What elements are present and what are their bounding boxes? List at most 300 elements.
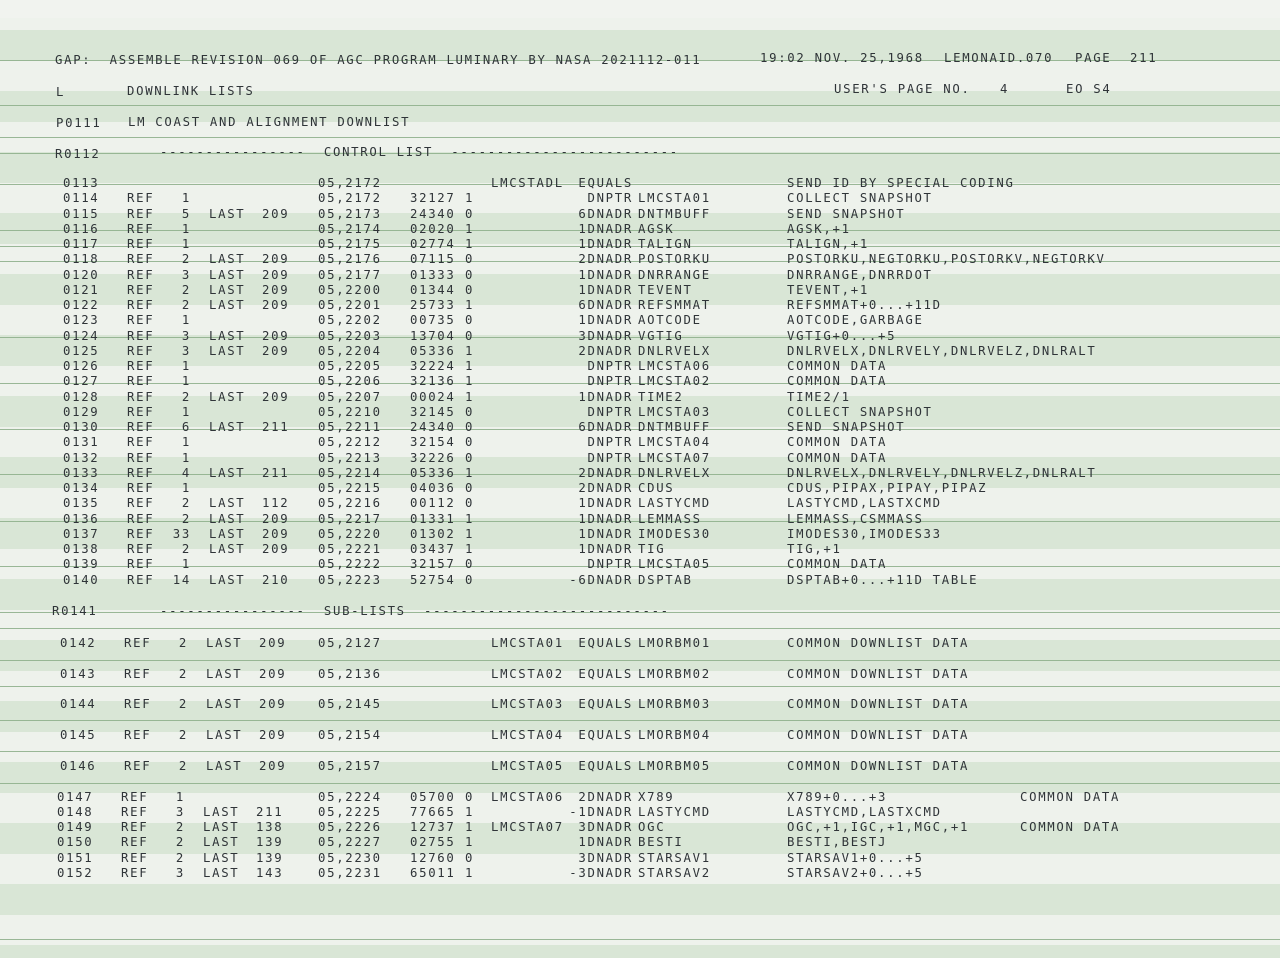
ref-keyword: REF bbox=[127, 359, 155, 373]
address: 05,2127 bbox=[318, 636, 382, 650]
listing-row bbox=[0, 237, 1280, 252]
opcode: 1DNADR bbox=[578, 496, 633, 511]
comment: LEMMASS,CSMMASS bbox=[787, 511, 924, 526]
line-number: 0120 bbox=[63, 267, 100, 282]
header-page-number: 211 bbox=[1130, 51, 1158, 65]
line-number: 0128 bbox=[63, 389, 100, 404]
address: 05,2214 bbox=[318, 465, 382, 480]
last-page: 209 bbox=[259, 667, 287, 681]
address: 05,2176 bbox=[318, 252, 382, 267]
listing-row bbox=[0, 420, 1280, 435]
address: 05,2210 bbox=[318, 404, 382, 419]
p0111-line-number: P0111 bbox=[56, 116, 102, 130]
symbol-label: LMCSTA05 bbox=[491, 759, 564, 773]
operand: DNTMBUFF bbox=[638, 206, 711, 221]
ref-count: 4 bbox=[181, 465, 191, 480]
symbol-label: LMCSTA02 bbox=[491, 667, 564, 681]
ref-count: 3 bbox=[181, 328, 191, 343]
ref-keyword: REF bbox=[124, 636, 152, 650]
ref-keyword: REF bbox=[127, 496, 155, 511]
ref-count: 2 bbox=[178, 636, 188, 650]
flag-bit: 1 bbox=[465, 237, 475, 251]
operand: CDUS bbox=[638, 481, 675, 495]
listing-row bbox=[0, 790, 1280, 805]
ref-count: 1 bbox=[181, 359, 191, 373]
ref-count: 1 bbox=[181, 404, 191, 419]
flag-bit: 0 bbox=[465, 496, 475, 511]
octal-word: 03437 bbox=[410, 542, 456, 556]
address: 05,2204 bbox=[318, 343, 382, 358]
listing-row bbox=[0, 667, 1280, 682]
ref-count: 14 bbox=[172, 572, 191, 587]
octal-word: 00735 bbox=[410, 313, 456, 328]
comment: SEND SNAPSHOT bbox=[787, 420, 906, 434]
line-number: 0126 bbox=[63, 359, 100, 373]
flag-bit: 1 bbox=[465, 465, 475, 480]
ref-count: 3 bbox=[175, 866, 185, 880]
address: 05,2211 bbox=[318, 420, 382, 434]
operand: LMCSTA02 bbox=[638, 374, 711, 389]
octal-word: 77665 bbox=[410, 805, 456, 819]
octal-word: 25733 bbox=[410, 298, 456, 312]
ref-keyword: REF bbox=[124, 697, 152, 711]
octal-word: 32157 bbox=[410, 557, 456, 572]
comment: TIG,+1 bbox=[787, 542, 842, 556]
listing-row bbox=[0, 191, 1280, 206]
last-keyword: LAST bbox=[209, 298, 246, 312]
comment: COMMON DATA bbox=[787, 374, 888, 389]
address: 05,2173 bbox=[318, 206, 382, 221]
line-number: 0114 bbox=[63, 191, 100, 206]
ref-keyword: REF bbox=[124, 759, 152, 773]
ref-keyword: REF bbox=[127, 526, 155, 541]
last-page: 209 bbox=[262, 343, 290, 358]
listing-row bbox=[0, 759, 1280, 774]
comment: X789+0...+3 bbox=[787, 790, 888, 804]
ref-keyword: REF bbox=[127, 420, 155, 434]
opcode: 6DNADR bbox=[578, 298, 633, 312]
listing-row bbox=[0, 466, 1280, 481]
ref-keyword: REF bbox=[127, 404, 155, 419]
rule-line bbox=[0, 628, 1280, 629]
last-keyword: LAST bbox=[203, 851, 240, 865]
last-page: 143 bbox=[256, 866, 284, 880]
flag-bit: 1 bbox=[465, 343, 475, 358]
listing-row bbox=[0, 252, 1280, 267]
last-page: 209 bbox=[262, 252, 290, 267]
opcode: DNPTR bbox=[587, 404, 633, 419]
flag-bit: 1 bbox=[465, 359, 475, 373]
rule-line bbox=[0, 686, 1280, 687]
address: 05,2220 bbox=[318, 526, 382, 541]
opcode: 6DNADR bbox=[578, 206, 633, 221]
ref-count: 2 bbox=[181, 282, 191, 297]
octal-word: 32154 bbox=[410, 435, 456, 450]
octal-word: 01302 bbox=[410, 526, 456, 541]
address: 05,2157 bbox=[318, 759, 382, 773]
comment: DNRRANGE,DNRRDOT bbox=[787, 267, 933, 282]
last-page: 209 bbox=[259, 697, 287, 711]
ref-keyword: REF bbox=[121, 805, 149, 819]
listing-row bbox=[0, 481, 1280, 496]
listing-row bbox=[0, 866, 1280, 881]
operand: LMORBM05 bbox=[638, 759, 711, 773]
listing-row bbox=[0, 496, 1280, 511]
listing-row bbox=[0, 820, 1280, 835]
line-number: 0148 bbox=[57, 805, 94, 819]
operand: AOTCODE bbox=[638, 313, 702, 328]
comment: COMMON DATA bbox=[787, 557, 888, 572]
flag-bit: 1 bbox=[465, 298, 475, 312]
last-page: 138 bbox=[256, 820, 284, 834]
last-keyword: LAST bbox=[209, 343, 246, 358]
header-file: LEMONAID.070 bbox=[944, 51, 1054, 65]
opcode: 1DNADR bbox=[578, 511, 633, 526]
r0112-line-number: R0112 bbox=[55, 147, 101, 161]
ref-count: 2 bbox=[181, 252, 191, 267]
ref-keyword: REF bbox=[127, 221, 155, 236]
flag-bit: 0 bbox=[465, 206, 475, 221]
line-number: 0140 bbox=[63, 572, 100, 587]
operand: LEMMASS bbox=[638, 511, 702, 526]
octal-word: 02755 bbox=[410, 835, 456, 849]
operand: LMCSTA06 bbox=[638, 359, 711, 373]
opcode: 1DNADR bbox=[578, 221, 633, 236]
listing-row bbox=[0, 697, 1280, 712]
line-number: 0115 bbox=[63, 206, 100, 221]
line-number: 0142 bbox=[60, 636, 97, 650]
operand: REFSMMAT bbox=[638, 298, 711, 312]
address: 05,2221 bbox=[318, 542, 382, 556]
symbol-label: LMCSTA06 bbox=[491, 790, 564, 804]
address: 05,2227 bbox=[318, 835, 382, 849]
last-page: 112 bbox=[262, 496, 290, 511]
octal-word: 00024 bbox=[410, 389, 456, 404]
opcode: EQUALS bbox=[578, 728, 633, 742]
last-keyword: LAST bbox=[209, 572, 246, 587]
last-keyword: LAST bbox=[206, 697, 243, 711]
octal-word: 12760 bbox=[410, 851, 456, 865]
opcode: DNPTR bbox=[587, 374, 633, 389]
last-page: 211 bbox=[262, 465, 290, 480]
opcode: 1DNADR bbox=[578, 389, 633, 404]
ref-count: 3 bbox=[175, 805, 185, 819]
address: 05,2230 bbox=[318, 851, 382, 865]
last-page: 209 bbox=[262, 267, 290, 282]
ref-keyword: REF bbox=[127, 374, 155, 389]
line-number: 0150 bbox=[57, 835, 94, 849]
line-number: 0134 bbox=[63, 481, 100, 495]
ref-count: 1 bbox=[175, 790, 185, 804]
operand: TIG bbox=[638, 542, 666, 556]
ref-keyword: REF bbox=[127, 328, 155, 343]
octal-word: 24340 bbox=[410, 420, 456, 434]
opcode: DNPTR bbox=[587, 191, 633, 206]
ref-count: 1 bbox=[181, 191, 191, 206]
opcode: 1DNADR bbox=[578, 313, 633, 328]
comment: IMODES30,IMODES33 bbox=[787, 526, 942, 541]
flag-bit: 1 bbox=[465, 805, 475, 819]
octal-word: 05336 bbox=[410, 465, 456, 480]
address: 05,2201 bbox=[318, 298, 382, 312]
ref-count: 5 bbox=[181, 206, 191, 221]
symbol-label: LMCSTA03 bbox=[491, 697, 564, 711]
comment: COMMON DOWNLIST DATA bbox=[787, 759, 970, 773]
operand: STARSAV1 bbox=[638, 851, 711, 865]
last-keyword: LAST bbox=[209, 267, 246, 282]
ref-keyword: REF bbox=[127, 389, 155, 404]
comment: DNLRVELX,DNLRVELY,DNLRVELZ,DNLRALT bbox=[787, 465, 1097, 480]
listing-row bbox=[0, 435, 1280, 450]
flag-bit: 0 bbox=[465, 420, 475, 434]
listing-row bbox=[0, 805, 1280, 820]
last-keyword: LAST bbox=[206, 636, 243, 650]
ref-keyword: REF bbox=[127, 252, 155, 267]
address: 05,2203 bbox=[318, 328, 382, 343]
rule-line bbox=[0, 783, 1280, 784]
address: 05,2224 bbox=[318, 790, 382, 804]
operand: LMCSTA03 bbox=[638, 404, 711, 419]
address: 05,2172 bbox=[318, 191, 382, 206]
operand: DNTMBUFF bbox=[638, 420, 711, 434]
ref-count: 3 bbox=[181, 343, 191, 358]
last-page: 209 bbox=[259, 759, 287, 773]
ref-keyword: REF bbox=[127, 557, 155, 572]
address: 05,2213 bbox=[318, 450, 382, 465]
flag-bit: 0 bbox=[465, 557, 475, 572]
octal-word: 32224 bbox=[410, 359, 456, 373]
comment: DNLRVELX,DNLRVELY,DNLRVELZ,DNLRALT bbox=[787, 343, 1097, 358]
ref-count: 2 bbox=[181, 511, 191, 526]
flag-bit: 0 bbox=[465, 851, 475, 865]
listing-row bbox=[0, 542, 1280, 557]
opcode: 1DNADR bbox=[578, 282, 633, 297]
ref-count: 2 bbox=[178, 697, 188, 711]
ref-keyword: REF bbox=[127, 206, 155, 221]
comment: LASTYCMD,LASTXCMD bbox=[787, 805, 942, 819]
operand: LMCSTA07 bbox=[638, 450, 711, 465]
listing-row bbox=[0, 728, 1280, 743]
address: 05,2136 bbox=[318, 667, 382, 681]
line-number: 0129 bbox=[63, 404, 100, 419]
listing-row bbox=[0, 835, 1280, 850]
flag-bit: 0 bbox=[465, 313, 475, 328]
line-number: 0143 bbox=[60, 667, 97, 681]
last-keyword: LAST bbox=[209, 389, 246, 404]
line-number: 0138 bbox=[63, 542, 100, 556]
ref-keyword: REF bbox=[124, 667, 152, 681]
address: 05,2154 bbox=[318, 728, 382, 742]
opcode: -3DNADR bbox=[569, 866, 633, 880]
last-page: 210 bbox=[262, 572, 290, 587]
opcode: DNPTR bbox=[587, 557, 633, 572]
comment: REFSMMAT+0...+11D bbox=[787, 298, 942, 312]
operand: AGSK bbox=[638, 221, 675, 236]
listing-row bbox=[0, 222, 1280, 237]
last-page: 209 bbox=[262, 389, 290, 404]
line-number: 0125 bbox=[63, 343, 100, 358]
opcode: 1DNADR bbox=[578, 237, 633, 251]
octal-word: 01333 bbox=[410, 267, 456, 282]
control-list-heading: ---------------- CONTROL LIST ------------------------- bbox=[160, 145, 679, 159]
rule-line bbox=[0, 660, 1280, 661]
line-number: 0133 bbox=[63, 465, 100, 480]
last-page: 209 bbox=[262, 526, 290, 541]
symbol-label: LMCSTA07 bbox=[491, 820, 564, 834]
line-number: 0124 bbox=[63, 328, 100, 343]
symbol-label: LMCSTA04 bbox=[491, 728, 564, 742]
operand: LMCSTA01 bbox=[638, 191, 711, 206]
address: 05,2231 bbox=[318, 866, 382, 880]
listing-row bbox=[0, 573, 1280, 588]
flag-bit: 1 bbox=[465, 866, 475, 880]
listing-row bbox=[0, 359, 1280, 374]
ref-count: 1 bbox=[181, 374, 191, 389]
octal-word: 02774 bbox=[410, 237, 456, 251]
last-page: 209 bbox=[262, 542, 290, 556]
line-number: 0132 bbox=[63, 450, 100, 465]
opcode: 2DNADR bbox=[578, 252, 633, 267]
octal-word: 04036 bbox=[410, 481, 456, 495]
octal-word: 01344 bbox=[410, 282, 456, 297]
flag-bit: 0 bbox=[465, 252, 475, 267]
section-code: L bbox=[56, 85, 66, 99]
opcode: 1DNADR bbox=[578, 835, 633, 849]
ref-keyword: REF bbox=[127, 511, 155, 526]
opcode: 2DNADR bbox=[578, 343, 633, 358]
ref-count: 1 bbox=[181, 481, 191, 495]
listing-row bbox=[0, 344, 1280, 359]
comment: COMMON DOWNLIST DATA bbox=[787, 728, 970, 742]
flag-bit: 0 bbox=[465, 267, 475, 282]
rule-line bbox=[0, 720, 1280, 721]
octal-word: 65011 bbox=[410, 866, 456, 880]
rule-line bbox=[0, 939, 1280, 940]
last-keyword: LAST bbox=[209, 328, 246, 343]
operand: BESTI bbox=[638, 835, 684, 849]
last-keyword: LAST bbox=[209, 252, 246, 267]
ref-count: 6 bbox=[181, 420, 191, 434]
last-keyword: LAST bbox=[206, 728, 243, 742]
last-page: 209 bbox=[262, 206, 290, 221]
line-number: 0147 bbox=[57, 790, 94, 804]
octal-word: 05336 bbox=[410, 343, 456, 358]
last-page: 209 bbox=[259, 636, 287, 650]
users-page-number: 4 bbox=[1000, 82, 1010, 96]
operand: POSTORKU bbox=[638, 252, 711, 267]
operand: LASTYCMD bbox=[638, 805, 711, 819]
address: 05,2172 bbox=[318, 176, 382, 190]
listing-row bbox=[0, 451, 1280, 466]
opcode: 1DNADR bbox=[578, 526, 633, 541]
address: 05,2207 bbox=[318, 389, 382, 404]
flag-bit: 0 bbox=[465, 790, 475, 804]
opcode: DNPTR bbox=[587, 359, 633, 373]
octal-word: 02020 bbox=[410, 221, 456, 236]
line-number: 0136 bbox=[63, 511, 100, 526]
comment: CDUS,PIPAX,PIPAY,PIPAZ bbox=[787, 481, 988, 495]
last-page: 209 bbox=[262, 298, 290, 312]
address: 05,2223 bbox=[318, 572, 382, 587]
flag-bit: 0 bbox=[465, 435, 475, 450]
ref-count: 1 bbox=[181, 237, 191, 251]
operand: DNLRVELX bbox=[638, 465, 711, 480]
octal-word: 32226 bbox=[410, 450, 456, 465]
listing-row bbox=[0, 390, 1280, 405]
ref-keyword: REF bbox=[127, 343, 155, 358]
ref-count: 2 bbox=[175, 820, 185, 834]
ref-keyword: REF bbox=[121, 820, 149, 834]
operand: LMORBM04 bbox=[638, 728, 711, 742]
address: 05,2202 bbox=[318, 313, 382, 328]
octal-word: 05700 bbox=[410, 790, 456, 804]
flag-bit: 1 bbox=[465, 835, 475, 849]
ref-keyword: REF bbox=[127, 191, 155, 206]
ref-count: 2 bbox=[175, 851, 185, 865]
comment: STARSAV1+0...+5 bbox=[787, 851, 924, 865]
users-page-label: USER'S PAGE NO. bbox=[834, 82, 971, 96]
last-page: 211 bbox=[256, 805, 284, 819]
line-number: 0152 bbox=[57, 866, 94, 880]
octal-word: 01331 bbox=[410, 511, 456, 526]
opcode: 2DNADR bbox=[578, 465, 633, 480]
listing-row bbox=[0, 851, 1280, 866]
comment: TEVENT,+1 bbox=[787, 282, 869, 297]
last-keyword: LAST bbox=[209, 465, 246, 480]
comment: TALIGN,+1 bbox=[787, 237, 869, 251]
operand: LMCSTA04 bbox=[638, 435, 711, 450]
last-keyword: LAST bbox=[209, 542, 246, 556]
operand: OGC bbox=[638, 820, 666, 834]
sub-lists-heading: ---------------- SUB-LISTS --------------------------- bbox=[160, 604, 670, 618]
line-number: 0117 bbox=[63, 237, 100, 251]
comment: SEND ID BY SPECIAL CODING bbox=[787, 176, 1015, 190]
ref-keyword: REF bbox=[121, 866, 149, 880]
ref-keyword: REF bbox=[127, 465, 155, 480]
last-keyword: LAST bbox=[203, 805, 240, 819]
last-keyword: LAST bbox=[203, 866, 240, 880]
rule-line bbox=[0, 751, 1280, 752]
line-number: 0121 bbox=[63, 282, 100, 297]
address: 05,2206 bbox=[318, 374, 382, 389]
ref-keyword: REF bbox=[127, 481, 155, 495]
ref-count: 1 bbox=[181, 435, 191, 450]
ref-count: 2 bbox=[181, 542, 191, 556]
opcode: DNPTR bbox=[587, 450, 633, 465]
line-number: 0118 bbox=[63, 252, 100, 267]
opcode: EQUALS bbox=[578, 697, 633, 711]
address: 05,2226 bbox=[318, 820, 382, 834]
ref-count: 1 bbox=[181, 557, 191, 572]
last-page: 209 bbox=[262, 511, 290, 526]
line-number: 0144 bbox=[60, 697, 97, 711]
listing-row bbox=[0, 207, 1280, 222]
r0141-line-number: R0141 bbox=[52, 604, 98, 618]
address: 05,2212 bbox=[318, 435, 382, 450]
listing-row bbox=[0, 283, 1280, 298]
operand: DNRRANGE bbox=[638, 267, 711, 282]
address: 05,2177 bbox=[318, 267, 382, 282]
operand: LASTYCMD bbox=[638, 496, 711, 511]
comment: TIME2/1 bbox=[787, 389, 851, 404]
rule-line bbox=[0, 137, 1280, 138]
listing-row bbox=[0, 374, 1280, 389]
opcode: EQUALS bbox=[578, 636, 633, 650]
address: 05,2216 bbox=[318, 496, 382, 511]
line-number: 0131 bbox=[63, 435, 100, 450]
opcode: 3DNADR bbox=[578, 328, 633, 343]
ref-keyword: REF bbox=[121, 835, 149, 849]
